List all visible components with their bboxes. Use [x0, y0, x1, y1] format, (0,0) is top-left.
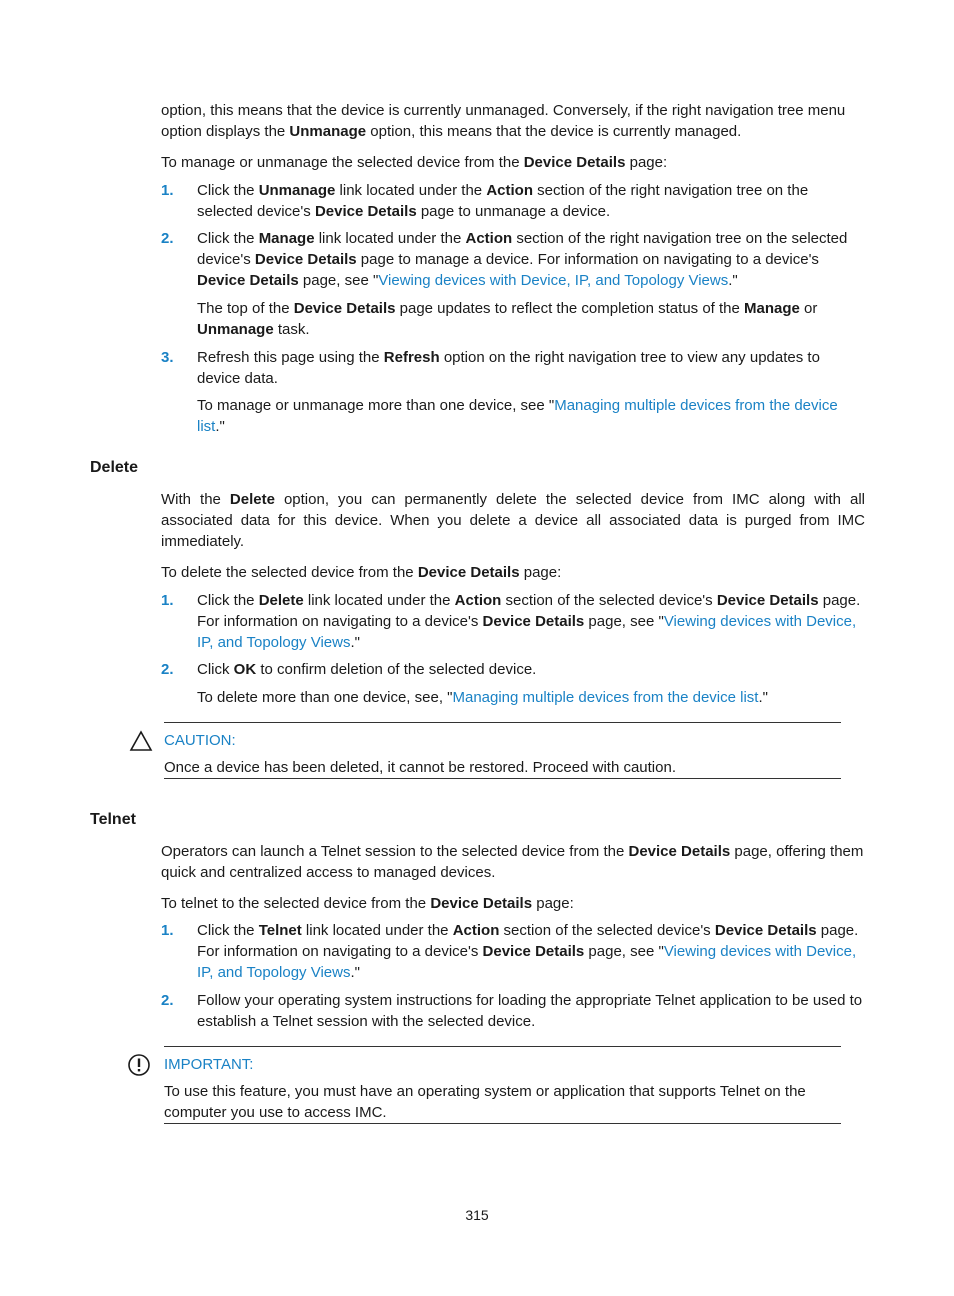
step-number: 2.: [161, 230, 174, 247]
bold-term: OK: [233, 661, 257, 678]
section-heading-telnet: Telnet: [90, 811, 136, 828]
bold-term: Manage: [258, 230, 315, 247]
important-top-rule: [164, 1046, 841, 1047]
cross-reference-link[interactable]: Viewing devices with Device, IP, and Topology Views: [197, 613, 857, 651]
telnet-intro: Operators can launch a Telnet session to the selected device from the Device Details page, offering them quick and centralized access to managed devices.: [161, 843, 864, 881]
caution-top-rule: [164, 722, 841, 723]
telnet-instruction: To telnet to the selected device from the Device Details page:: [161, 895, 574, 912]
bold-term: Delete: [229, 491, 275, 508]
bold-term: Device Details: [293, 300, 396, 317]
manage-step-3-note: To manage or unmanage more than one device, see "Managing multiple devices from the device list.": [197, 397, 838, 435]
bold-term: Unmanage: [197, 321, 274, 338]
important-bottom-rule: [164, 1123, 841, 1124]
step-number: 2.: [161, 992, 174, 1009]
intro-instruction: To manage or unmanage the selected device from the Device Details page:: [161, 154, 668, 171]
delete-instruction: To delete the selected device from the Device Details page:: [161, 564, 562, 581]
cross-reference-link[interactable]: Viewing devices with Device, IP, and Topology Views: [378, 272, 729, 289]
important-label: IMPORTANT:: [164, 1056, 254, 1073]
bold-term: Action: [486, 182, 533, 199]
bold-term: Device Details: [482, 943, 585, 960]
bold-term: Delete: [258, 592, 304, 609]
cross-reference-link[interactable]: Managing multiple devices from the device list: [197, 397, 838, 435]
bold-term: Device Details: [430, 895, 533, 912]
bold-term: Device Details: [523, 154, 626, 171]
telnet-step-1: Click the Telnet link located under the Action section of the selected device's Device Details page. For information on navigating to a device's Device Details page, see "Viewing devices with Device, IP, and Topology Views.": [197, 922, 859, 981]
delete-step-2-note: To delete more than one device, see, "Managing multiple devices from the device list.": [197, 689, 768, 706]
bold-term: Device Details: [714, 922, 817, 939]
step-number: 1.: [161, 592, 174, 609]
bold-term: Refresh: [383, 349, 440, 366]
intro-paragraph: option, this means that the device is currently unmanaged. Conversely, if the right navigation tree menu option displays the Unmanage option, this means that the device is currently managed.: [161, 102, 846, 140]
bold-term: Manage: [744, 300, 800, 317]
important-text: To use this feature, you must have an operating system or application that supports Telnet on the computer you use to access IMC.: [164, 1083, 806, 1121]
bold-term: Unmanage: [289, 123, 367, 140]
section-heading-delete: Delete: [90, 459, 139, 476]
exclamation-circle-icon: [127, 1053, 151, 1081]
bold-term: Device Details: [197, 272, 299, 289]
page-number: 315: [465, 1207, 489, 1223]
caution-text: Once a device has been deleted, it cannot be restored. Proceed with caution.: [164, 759, 676, 776]
bold-term: Device Details: [254, 251, 357, 268]
bold-term: Action: [465, 230, 513, 247]
delete-step-1: Click the Delete link located under the Action section of the selected device's Device Details page. For information on navigating to a device's Device Details page, see "Viewing devices with Device, IP, and Topology Views.": [197, 592, 861, 651]
caution-bottom-rule: [164, 778, 841, 779]
step-number: 1.: [161, 922, 174, 939]
bold-term: Action: [452, 922, 500, 939]
delete-step-2: Click OK to confirm deletion of the selected device.: [197, 661, 537, 678]
manage-step-2-note: The top of the Device Details page updates to reflect the completion status of the Manage or Unmanage task.: [197, 300, 818, 338]
caution-label: CAUTION:: [164, 732, 236, 749]
cross-reference-link[interactable]: Viewing devices with Device, IP, and Topology Views: [197, 943, 857, 981]
bold-term: Device Details: [314, 203, 417, 220]
bold-term: Telnet: [258, 922, 302, 939]
step-number: 1.: [161, 182, 174, 199]
manage-step-3: Refresh this page using the Refresh option on the right navigation tree to view any updates to device data.: [197, 349, 820, 387]
manage-step-2: Click the Manage link located under the Action section of the right navigation tree on the selected device's Device Details page to manage a device. For information on navigating to a device's Device Details page, see "Viewing devices with Device, IP, and Topology Views.": [197, 230, 848, 289]
step-number: 3.: [161, 349, 174, 366]
bold-term: Unmanage: [258, 182, 336, 199]
bold-term: Device Details: [417, 564, 520, 581]
manage-step-1: Click the Unmanage link located under the Action section of the right navigation tree on the selected device's Device Details page to unmanage a device.: [197, 182, 809, 220]
cross-reference-link[interactable]: Managing multiple devices from the device list: [452, 689, 759, 706]
bold-term: Device Details: [482, 613, 585, 630]
delete-intro: With the Delete option, you can permanently delete the selected device from IMC along with all associated data for this device. When you delete a device all associated data is purged from IMC immediately.: [161, 491, 865, 550]
telnet-step-2: Follow your operating system instructions for loading the appropriate Telnet application to be used to establish a Telnet session with the selected device.: [197, 992, 863, 1030]
bold-term: Device Details: [716, 592, 819, 609]
bold-term: Action: [454, 592, 502, 609]
caution-triangle-icon: [129, 730, 153, 756]
bold-term: Device Details: [628, 843, 731, 860]
step-number: 2.: [161, 661, 174, 678]
